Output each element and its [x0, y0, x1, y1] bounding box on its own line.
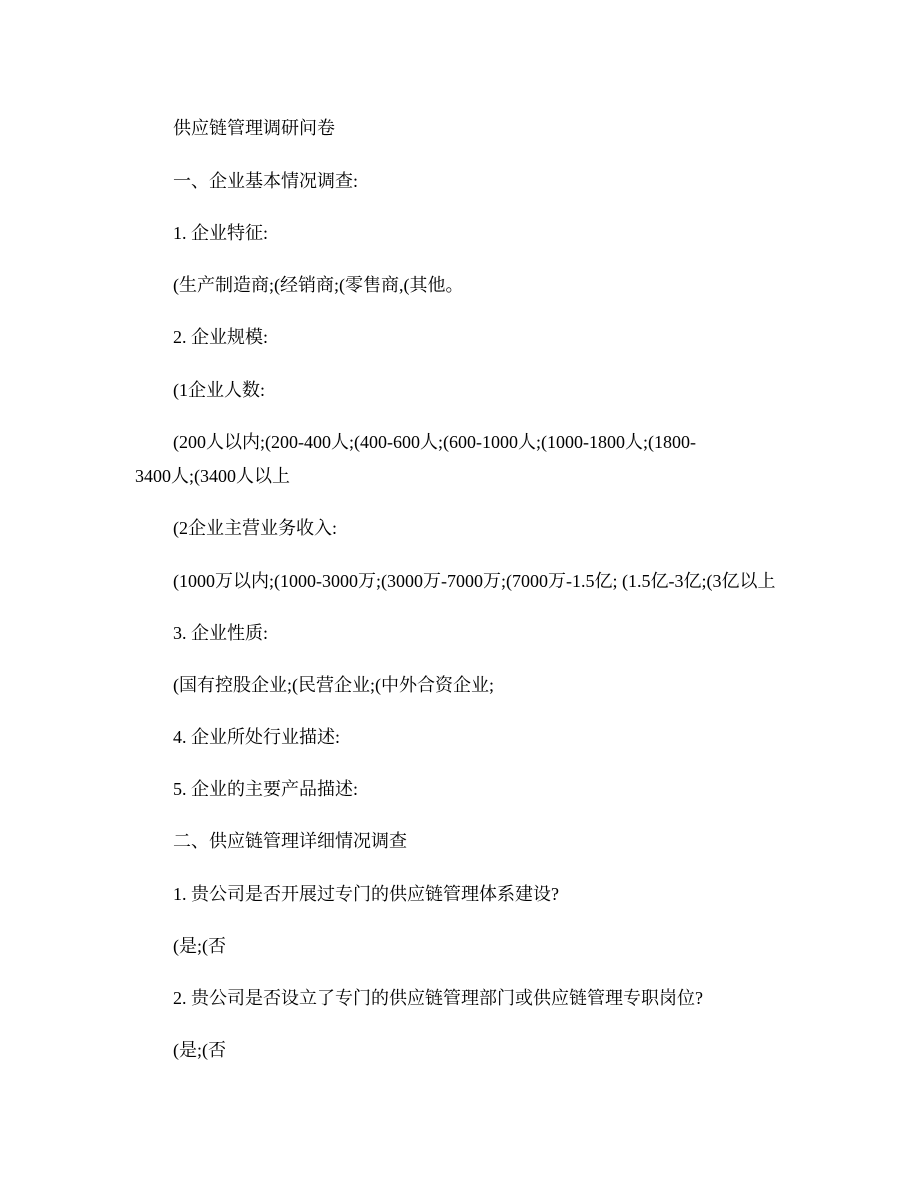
subquestion-revenue: (2企业主营业务收入:: [173, 518, 337, 538]
options-yes-no-1: (是;(否: [173, 936, 226, 956]
options-yes-no-2: (是;(否: [173, 1040, 226, 1060]
options-enterprise-features: (生产制造商;(经销商;(零售商,(其他。: [173, 275, 464, 295]
question-supply-chain-department: 2. 贵公司是否设立了专门的供应链管理部门或供应链管理专职岗位?: [173, 988, 703, 1008]
question-industry-description: 4. 企业所处行业描述:: [173, 727, 341, 747]
subquestion-employee-count: (1企业人数:: [173, 380, 265, 400]
options-enterprise-nature: (国有控股企业;(民营企业;(中外合资企业;: [173, 675, 494, 695]
options-employee-count-continued: 3400人;(3400人以上: [135, 466, 290, 486]
question-enterprise-features: 1. 企业特征:: [173, 223, 269, 243]
question-enterprise-scale: 2. 企业规模:: [173, 327, 269, 347]
document-title: 供应链管理调研问卷: [173, 118, 335, 138]
options-employee-count: (200人以内;(200-400人;(400-600人;(600-1000人;(1000-1800人;(1800-: [173, 432, 696, 452]
section-heading-supply-chain-details: 二、供应链管理详细情况调查: [173, 831, 407, 851]
question-enterprise-nature: 3. 企业性质:: [173, 623, 269, 643]
question-supply-chain-system: 1. 贵公司是否开展过专门的供应链管理体系建设?: [173, 884, 559, 904]
options-revenue: (1000万以内;(1000-3000万;(3000万-7000万;(7000万-1.5亿; (1.5亿-3亿;(3亿以上: [173, 571, 776, 591]
question-product-description: 5. 企业的主要产品描述:: [173, 779, 359, 799]
section-heading-basic-info: 一、企业基本情况调查:: [173, 171, 358, 191]
